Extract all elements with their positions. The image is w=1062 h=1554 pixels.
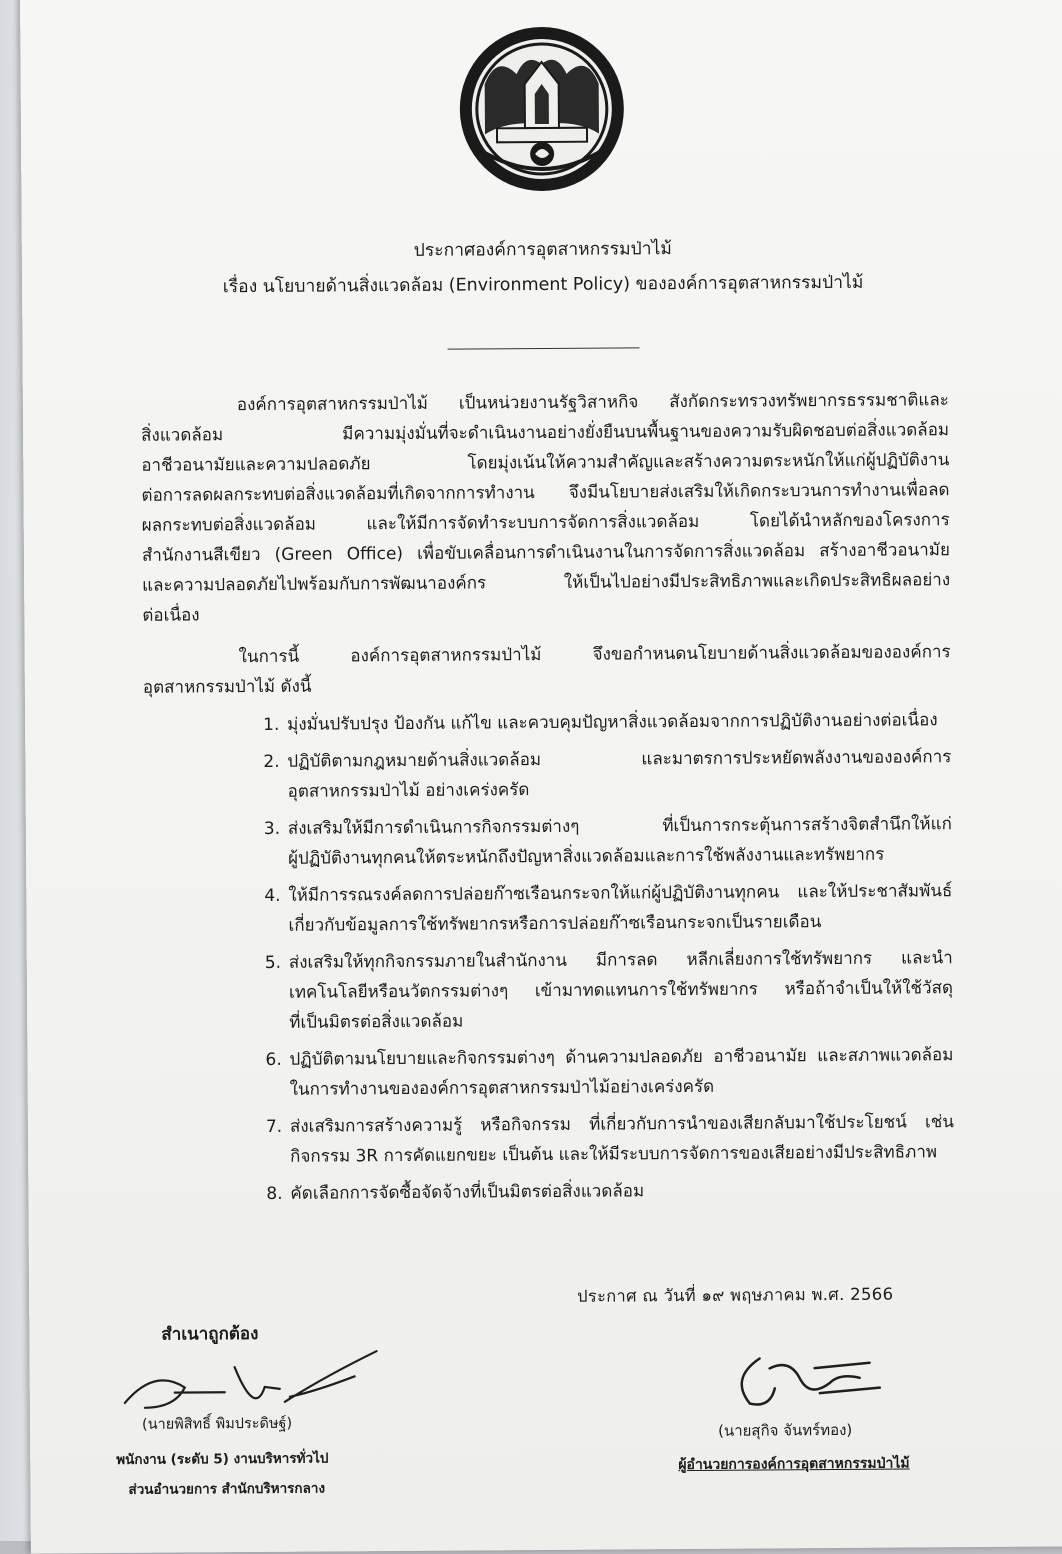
policy-line: เกี่ยวกับข้อมูลการใช้ทรัพยากรหรือการปล่อยก๊าซเรือนกระจกเป็นรายเดือน	[288, 912, 822, 936]
policy-line: เทคโนโลยีหรือนวัตกรรมต่างๆ เข้ามาทดแทนการใช้ทรัพยากร หรือถ้าจำเป็นให้ใช้วัสดุ	[288, 978, 954, 1003]
policy-line: คัดเลือกการจัดซื้อจัดจ้างที่เป็นมิตรต่อสิ่งแวดล้อม	[290, 1181, 645, 1204]
policy-line: ปฏิบัติตามนโยบายและกิจกรรมต่างๆ ด้านความปลอดภัย อาชีวอนามัย และสภาพแวดล้อม	[289, 1045, 954, 1070]
left-signer-department: ส่วนอำนวยการ สำนักบริหารกลาง	[128, 1480, 326, 1498]
organization-seal-logo	[456, 23, 627, 194]
policy-line: ปฏิบัติตามกฎหมายด้านสิ่งแวดล้อม และมาตรการประหยัดพลังงานขององค์การ	[287, 747, 952, 772]
policy-number: 6.	[265, 1049, 282, 1070]
intro-line: สิ่งแวดล้อม มีความมุ่งมั่นที่จะดำเนินงานอย่างยั่งยืนบนพื้นฐานของความรับผิดชอบต่อสิ่งแวดล้อม	[141, 420, 950, 446]
policy-line: ในการทำงานขององค์การอุตสาหกรรมป่าไม้อย่างเคร่งครัด	[289, 1076, 715, 1100]
right-signer-name: (นายสุกิจ จันทร์ทอง)	[718, 1420, 853, 1440]
policy-line: มุ่งมั่นปรับปรุง ป้องกัน แก้ไข และควบคุมปัญหาสิ่งแวดล้อมจากการปฏิบัติงานอย่างต่อเนื่อง	[287, 710, 938, 735]
policy-item	[143, 705, 951, 741]
right-signature-image	[719, 1348, 899, 1419]
certified-copy-label: สำเนาถูกต้อง	[161, 1324, 259, 1345]
right-signer-position: ผู้อำนวยการองค์การอุตสาหกรรมป่าไม้	[678, 1455, 910, 1474]
policy-number: 5.	[264, 952, 282, 973]
announcement-subject: เรื่อง นโยบายด้านสิ่งแวดล้อม (Environment Policy) ขององค์การอุตสาหกรรมป่าไม้	[222, 272, 864, 298]
policy-line: ส่งเสริมการสร้างความรู้ หรือกิจกรรม ที่เกี่ยวกับการนำของเสียกลับมาใช้ประโยชน์ เช่น	[289, 1112, 954, 1137]
document-page	[20, 0, 1062, 1554]
title-divider	[448, 347, 640, 349]
policy-item	[144, 809, 952, 875]
intro-paragraph	[141, 385, 951, 631]
policy-item	[146, 1107, 954, 1173]
intro-line: ต่อเนื่อง	[142, 605, 200, 626]
policy-line: ส่งเสริมให้ทุกกิจกรรมภายในสำนักงาน มีการลด หลีกเลี่ยงการใช้ทรัพยากร และนำ	[288, 948, 953, 973]
policy-number: 8.	[266, 1183, 283, 1204]
policy-item	[144, 876, 952, 942]
policy-number: 7.	[265, 1116, 283, 1137]
policy-number: 1.	[263, 714, 280, 735]
left-signer-name: (นายพิสิทธิ์ พิมประดิษฐ์)	[141, 1415, 293, 1433]
policy-line: ที่เป็นมิตรต่อสิ่งแวดล้อม	[289, 1011, 464, 1033]
left-signer-position: พนักงาน (ระดับ 5) งานบริหารทั่วไป	[116, 1450, 329, 1469]
document-body	[141, 385, 955, 1217]
policy-line: อุตสาหกรรมป่าไม้ อย่างเคร่งครัด	[287, 780, 530, 802]
policy-intro-line: อุตสาหกรรมป่าไม้ ดังนี้	[142, 676, 312, 698]
policy-line: กิจกรรม 3R การคัดแยกขยะ เป็นต้น และให้มีระบบการจัดการของเสียอย่างมีประสิทธิภาพ	[290, 1142, 938, 1167]
policy-number: 2.	[263, 751, 280, 772]
policy-item	[146, 1174, 954, 1210]
policy-line: ผู้ปฏิบัติงานทุกคนให้ตระหนักถึงปัญหาสิ่งแวดล้อมและการใช้พลังงานและทรัพยากร	[287, 844, 885, 869]
announcement-date: ประกาศ ณ วันที่ ๑๙ พฤษภาคม พ.ศ. 2566	[577, 1284, 894, 1306]
intro-line: องค์การอุตสาหกรรมป่าไม้ เป็นหน่วยงานรัฐวิสาหกิจ สังกัดกระทรวงทรัพยากรธรรมชาติและ	[236, 390, 949, 416]
intro-line: ต่อการลดผลกระทบต่อสิ่งแวดล้อมที่เกิดจากการทำงาน จึงมีนโยบายส่งเสริมให้เกิดกระบวนการทำงานเพื่อลด	[141, 480, 950, 506]
intro-line: และความปลอดภัยไปพร้อมกับการพัฒนาองค์กร ให้เป็นไปอย่างมีประสิทธิภาพและเกิดประสิทธิผลอย่าง	[142, 570, 951, 596]
policy-item	[143, 742, 951, 808]
policy-item	[145, 1040, 953, 1106]
announcement-title: ประกาศองค์การอุตสาหกรรมป่าไม้	[413, 239, 672, 261]
policy-number: 3.	[263, 818, 281, 839]
policy-number: 4.	[264, 885, 281, 906]
policy-line: ให้มีการรณรงค์ลดการปล่อยก๊าซเรือนกระจกให้แก่ผู้ปฏิบัติงานทุกคน และให้ประชาสัมพันธ์	[288, 881, 953, 906]
intro-line: ผลกระทบต่อสิ่งแวดล้อม และให้มีการจัดทำระบบการจัดการสิ่งแวดล้อม โดยได้นำหลักของโครงการ	[141, 510, 950, 536]
intro-line: สำนักงานสีเขียว (Green Office) เพื่อขับเคลื่อนการดำเนินงานในการจัดการสิ่งแวดล้อม สร้างอาชีวอนามัย	[141, 540, 950, 566]
policy-list	[143, 705, 954, 1210]
policy-intro-paragraph	[143, 637, 951, 703]
policy-intro-line: ในการนี้ องค์การอุตสาหกรรมป่าไม้ จึงขอกำหนดนโยบายด้านสิ่งแวดล้อมขององค์การ	[238, 642, 951, 668]
intro-line: อาชีวอนามัยและความปลอดภัย โดยมุ่งเน้นให้ความสำคัญและสร้างความตระหนักให้แก่ผู้ปฏิบัติงาน	[141, 450, 950, 476]
policy-line: ส่งเสริมให้มีการดำเนินการกิจกรรมต่างๆ ที่เป็นการกระตุ้นการสร้างจิตสำนึกให้แก่	[287, 814, 952, 839]
policy-item	[145, 943, 954, 1039]
